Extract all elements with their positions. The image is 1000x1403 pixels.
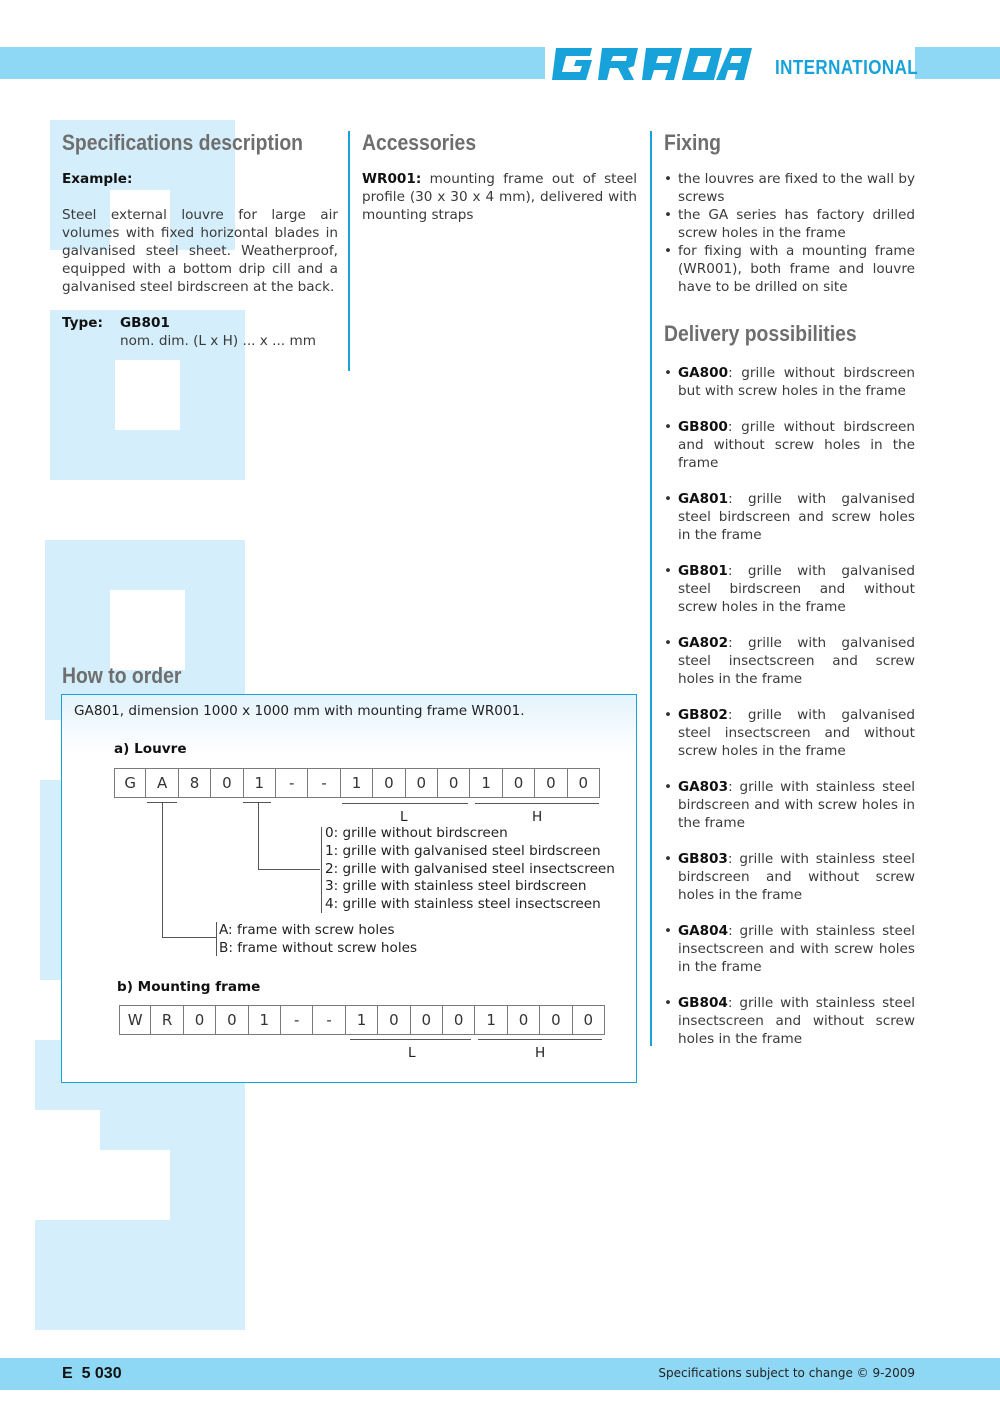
frame-L-label: L [408,1045,416,1061]
delivery-list [664,364,915,1048]
delivery-code: GA802 [678,635,729,651]
louvre-code-cell: - [276,768,308,798]
frame-code-cell: 0 [216,1005,248,1035]
frame-code-cell: 1 [249,1005,281,1035]
delivery-code: GA800 [678,365,729,381]
louvre-code-cell: - [308,768,340,798]
frame-H-label: H [535,1045,546,1061]
fixing-item: • for fixing with a mounting frame (WR001), both frame and louvre have to be drilled on site [664,242,915,296]
type-block [62,314,338,350]
type-value: GB801 [120,315,170,331]
fixing-title: Fixing [664,130,722,155]
louvre-code-cell: 0 [211,768,243,798]
delivery-desc: : grille without birdscreen and without screw holes in the frame [678,419,915,471]
accessories-title: Accessories [362,130,477,155]
frame-code-cell: W [119,1005,151,1035]
accessories-code: WR001: [362,171,422,187]
delivery-item [664,706,915,760]
how-to-order-box [61,694,637,1083]
screen-option: 4: grille with stainless steel insectscreen [325,896,601,913]
page-code: E 5 030 [62,1365,122,1382]
delivery-item [664,778,915,832]
louvre-code-cell: 1 [244,768,276,798]
louvre-code-cell: 0 [373,768,405,798]
frame-code-cell: - [281,1005,313,1035]
specifications-section [62,130,338,350]
louvre-H-label: H [532,809,543,825]
delivery-item [664,490,915,544]
delivery-code: GA801 [678,491,729,507]
louvre-code-cell: 0 [535,768,567,798]
louvre-code-cell: 8 [179,768,211,798]
screen-option: 0: grille without birdscreen [325,825,508,841]
footer-note: Specifications subject to change © 9-2009 [658,1366,915,1380]
delivery-title: Delivery possibilities [664,321,857,346]
fixing-item: • the louvres are fixed to the wall by screws [664,170,915,206]
frame-code-cell: 0 [378,1005,410,1035]
screen-option: 2: grille with galvanised steel insectscreen [325,860,615,877]
type-dimension: nom. dim. (L x H) ... x ... mm [120,333,316,349]
accessories-section [362,130,637,224]
frame-code-cell: R [151,1005,183,1035]
delivery-code: GB801 [678,563,728,579]
delivery-item [664,562,915,616]
delivery-desc: : grille with stainless steel birdscreen and with screw holes in the frame [678,779,915,831]
delivery-item [664,418,915,472]
louvre-label: a) Louvre [114,741,187,757]
delivery-section [664,321,915,1066]
screen-option: 1: grille with galvanised steel birdscreen [325,842,601,859]
screen-bracket [321,827,322,913]
frame-H-line [478,1039,602,1040]
divider-accessories [348,131,350,371]
frame-code-cell: 0 [411,1005,443,1035]
header-subtitle: INTERNATIONAL [775,57,919,79]
delivery-item [664,850,915,904]
frame-options [219,922,417,958]
delivery-code: GB802 [678,707,728,723]
frame-option: A: frame with screw holes [219,922,395,938]
frame-code-cell: 0 [508,1005,540,1035]
delivery-desc: : grille with galvanised steel birdscreen and without screw holes in the frame [678,563,915,615]
delivery-desc: : grille with galvanised steel birdscreen and screw holes in the frame [678,491,915,543]
fixing-section [664,130,915,296]
louvre-L-line [342,803,468,804]
order-intro: GA801, dimension 1000 x 1000 mm with mounting frame WR001. [74,703,525,719]
delivery-item [664,634,915,688]
delivery-desc: : grille with stainless steel insectscreen and without screw holes in the frame [678,995,915,1047]
delivery-desc: : grille with stainless steel insectscreen and with screw holes in the frame [678,923,915,975]
type-label: Type: [62,315,103,331]
example-label: Example: [62,171,133,187]
frame-option: B: frame without screw holes [219,939,418,956]
frame-code-cell: 0 [184,1005,216,1035]
louvre-code-cell: G [114,768,146,798]
specifications-title: Specifications description [62,130,303,155]
screen-connector-v [258,803,259,869]
frame-L-line [350,1039,471,1040]
louvre-H-line [475,803,599,804]
delivery-item [664,994,915,1048]
specifications-body: Steel external louvre for large air volumes with fixed horizontal blades in galvanised steel sheet. Weatherproof, equipped with a bottom drip cill and a galvanised steel birdscreen at the back. [62,207,338,295]
louvre-code-cell: 1 [470,768,502,798]
delivery-code: GA804 [678,923,729,939]
frame-code-cell: 0 [443,1005,475,1035]
delivery-desc: : grille with galvanised steel insectscreen and without screw holes in the frame [678,707,915,759]
delivery-code: GB804 [678,995,728,1011]
divider-fixing [650,131,652,1046]
frame-code-cell: 1 [346,1005,378,1035]
screen-options [325,825,615,914]
delivery-desc: : grille with galvanised steel insectscreen and screw holes in the frame [678,635,915,687]
fixing-list [664,170,915,296]
frame-code-cell: 0 [573,1005,605,1035]
how-to-order-title: How to order [62,663,182,688]
delivery-code: GB800 [678,419,728,435]
louvre-code-cell: 0 [438,768,470,798]
delivery-desc: : grille with stainless steel birdscreen and without screw holes in the frame [678,851,915,903]
delivery-code: GA803 [678,779,729,795]
screen-option: 3: grille with stainless steel birdscreen [325,878,587,895]
frame-bracket [216,922,217,956]
accessories-text [362,170,637,224]
delivery-desc: : grille without birdscreen but with screw holes in the frame [678,365,915,399]
delivery-item [664,364,915,400]
frame-code-cell: 0 [540,1005,572,1035]
screen-connector-h [258,869,320,870]
how-to-order-heading [62,663,198,689]
grada-logo [552,44,752,84]
delivery-code: GB803 [678,851,728,867]
louvre-code-cell: 0 [503,768,535,798]
louvre-code-cell: A [146,768,178,798]
fixing-item: • the GA series has factory drilled screw holes in the frame [664,206,915,242]
frame-connector-v [162,803,163,937]
louvre-code-cell: 0 [406,768,438,798]
frame-connector-h [162,937,216,938]
frame-code-cell: 1 [475,1005,507,1035]
screen-marker [243,802,271,803]
delivery-item [664,922,915,976]
accessories-desc: mounting frame out of steel profile (30 x 30 x 4 mm), delivered with mounting straps [362,171,637,223]
frame-code-cell: - [313,1005,345,1035]
mounting-frame-label: b) Mounting frame [117,979,261,995]
louvre-L-label: L [400,809,408,825]
louvre-code-cell: 0 [568,768,600,798]
louvre-code-cell: 1 [341,768,373,798]
